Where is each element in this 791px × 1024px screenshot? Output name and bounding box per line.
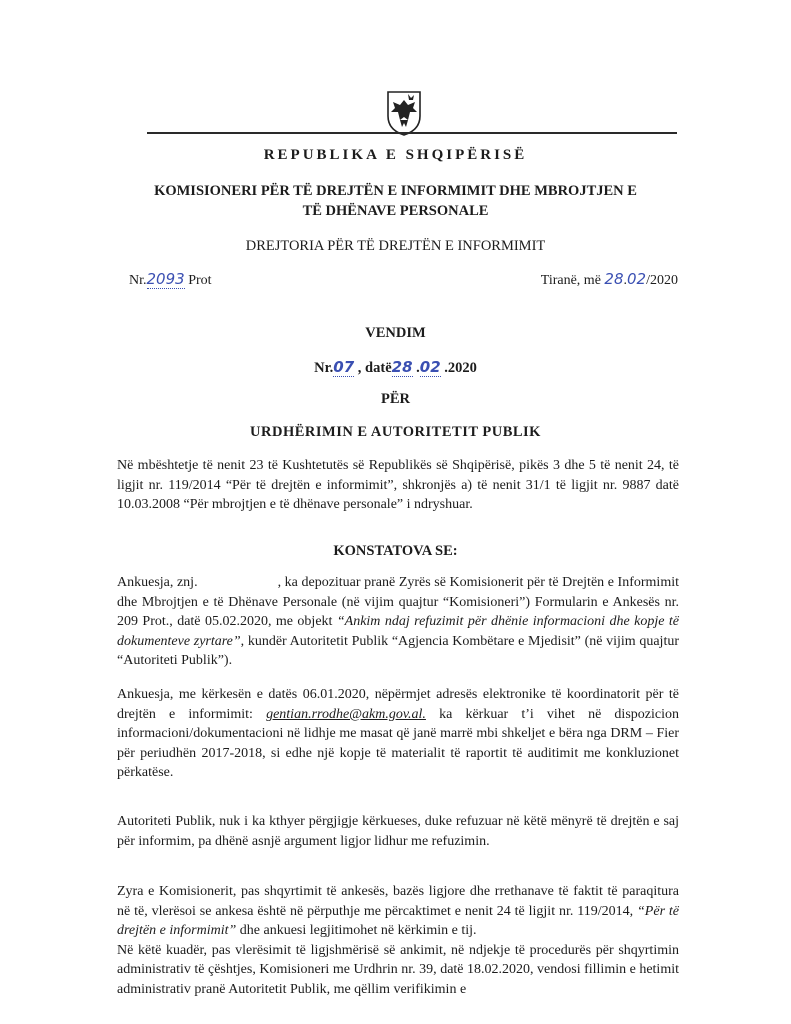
konstatova-heading: KONSTATOVA SE: — [333, 543, 458, 559]
republic-title: REPUBLIKA E SHQIPËRISË — [263, 147, 528, 163]
paragraph-request: Ankuesja, me kërkesën e datës 06.01.2020, nëpërmjet adresës elektronike të koordinatorit për të drejtën e informimit: gentian.rrodhe@akm.gov.al. ka kërkuar t’i vihet në dispozicion informacioni/dokumentacioni në lidhje me masat që janë marrë mbi shkeljet e bëra nga DRM – Fier për periudhën 2017-2018, si edhe një kopje të materialit të raportit të auditimit me konkluzionet përkatëse. — [117, 687, 679, 780]
decision-number-line: Nr.07 , datë28 .02 .2020 — [314, 358, 477, 376]
paragraph-complaint: Ankuesja, znj. , ka depozituar pranë Zyrës së Komisionerit për të Drejtën e Informimit dhe Mbrojtjen e të Dhënave Personale (në vijim quajtur “Komisioneri”) Formularin e Ankesës nr. 209 Prot., datë 05.02.2020, me objekt “Ankim ndaj refuzimit për dhënie informacioni dhe kopje të dokumenteve zyrtare”, kundër Autoritetit Publik “Agjencia Kombëtare e Mjedisit” (në vijim quajtur “Autoriteti Publik”). — [117, 575, 679, 668]
decision-title: VENDIM — [365, 325, 426, 341]
decision-date-prefix: , datë — [354, 360, 392, 376]
coordinator-email-link[interactable]: gentian.rrodhe@akm.gov.al. — [266, 706, 426, 722]
decision-month-handwritten: 02 — [419, 358, 441, 376]
protocol-suffix: Prot — [184, 273, 212, 288]
protocol-number — [129, 270, 212, 289]
protocol-handwritten-number: 2093 — [146, 270, 185, 288]
paragraph-refusal: Autoriteti Publik, nuk i ka kthyer përgjigje kërkueses, duke refuzuar në këtë mënyrë të drejtën e saj për informim, pa dhënë asnjë argument ligjor lidhur me refuzimin. — [117, 814, 679, 849]
city-date: Tiranë, më 28.02/2020 — [540, 270, 678, 288]
decision-day-handwritten: 28 — [391, 358, 413, 376]
date-day-handwritten: 28 — [604, 270, 624, 288]
directorate-title: DREJTORIA PËR TË DREJTËN E INFORMIMIT — [245, 238, 546, 254]
paragraph-review: Zyra e Komisionerit, pas shqyrtimit të ankesës, bazës ligjore dhe rrethanave të faktit të paraqitura në të, vlerësoi se ankesa është në përputhje me përcaktimet e nenit 24 të ligjit nr. 119/2014, “Për të drejtën e informimit” dhe ankuesi legjitimohet në kërkimin e tij. Në këtë kuadër, pas vlerësimit të ligjshmërisë së ankimit, në ndjekje të procedurës për shqyrtimin administrativ të çështjes, Komisioneri me Urdhrin nr. 39, datë 18.02.2020, vendosi fillimin e hetimit administrativ pranë Autoritetit Publik, me qëllim verifikimin e — [117, 884, 680, 997]
albanian-coat-of-arms-icon — [384, 90, 424, 136]
commissioner-title: KOMISIONERI PËR TË DREJTËN E INFORMIMIT DHE MBROJTJEN E TË DHËNAVE PERSONALE — [154, 183, 637, 219]
legal-basis-paragraph: Në mbështetje të nenit 23 të Kushtetutës së Republikës së Shqipërisë, pikës 3 dhe 5 të nenit 24, të ligjit nr. 119/2014 “Për të drejtën e informimit”, shkronjës a) të nenit 31/1 të ligjit nr. 9887 datë 10.03.2008 “Për mbrojtjen e të dhënave personale” i ndryshuar. — [117, 458, 679, 512]
city-label: Tiranë, më — [540, 273, 605, 288]
header-rule — [147, 132, 677, 134]
decision-year: .2020 — [440, 360, 477, 376]
date-month-handwritten: 02 — [627, 270, 647, 288]
decision-nr-handwritten: 07 — [333, 358, 355, 376]
decision-per: PËR — [381, 391, 410, 407]
decision-subject: URDHËRIMIN E AUTORITETIT PUBLIK — [250, 424, 541, 440]
protocol-prefix: Nr. — [129, 273, 147, 288]
decision-nr-prefix: Nr. — [314, 360, 334, 376]
date-year: /2020 — [646, 273, 678, 288]
